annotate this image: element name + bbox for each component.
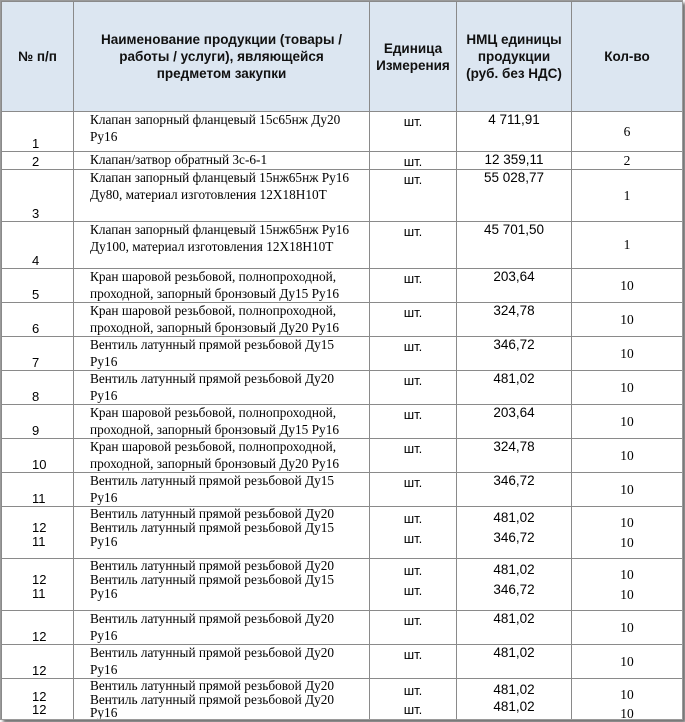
product-name-cell (74, 170, 370, 222)
header-qty: Кол-во (572, 2, 683, 112)
price-cell (457, 507, 572, 559)
table-row (2, 611, 683, 645)
product-name-cell (74, 269, 370, 303)
row-number-a: 12 (32, 572, 47, 587)
row-number-b: 11 (32, 586, 46, 601)
product-name-cell (74, 439, 370, 473)
qty-b: 10 (620, 586, 634, 602)
table-row (2, 269, 683, 303)
row-number: 2 (2, 152, 74, 170)
qty-a: 10 (620, 686, 634, 702)
product-name-line1: Клапан/затвор обратный 3с-6-1 (90, 152, 268, 167)
product-name-line2: Ру16 (90, 387, 118, 403)
product-name-line1b: Вентиль латунный прямой резьбовой Ду20 (90, 692, 335, 707)
product-name-line2: проходной, запорный бронзовый Ду15 Ру16 (90, 421, 339, 437)
unit-cell: шт. (370, 611, 457, 645)
price-cell (457, 559, 572, 611)
price-cell: 203,64 (457, 269, 572, 303)
row-number: 1 (2, 112, 74, 152)
header-row (2, 2, 683, 112)
unit-cell: шт. (370, 170, 457, 222)
quantity-cell: 1 (572, 222, 683, 269)
product-name-line1: Кран шаровой резьбовой, полнопроходной, (90, 269, 337, 284)
quantity-cell: 1 (572, 170, 683, 222)
table-row (2, 303, 683, 337)
product-name-line1: Вентиль латунный прямой резьбовой Ду20 (90, 371, 335, 386)
product-name-line1: Вентиль латунный прямой резьбовой Ду15 (90, 337, 335, 352)
quantity-cell: 10 (572, 645, 683, 679)
product-name-line1b: Вентиль латунный прямой резьбовой Ду15 (90, 572, 335, 587)
row-number (2, 559, 74, 611)
price-cell: 55 028,77 (457, 170, 572, 222)
price-b: 481,02 (493, 699, 535, 714)
qty-a: 10 (620, 566, 634, 582)
row-number (2, 507, 74, 559)
unit-cell: шт. (370, 473, 457, 507)
product-name-cell (74, 152, 370, 170)
product-name-line2: Ру16 (90, 353, 118, 369)
row-number: 12 (2, 611, 74, 645)
quantity-cell: 10 (572, 337, 683, 371)
row-number: 8 (2, 371, 74, 405)
quantity-cell: 6 (572, 112, 683, 152)
product-name-line1: Вентиль латунный прямой резьбовой Ду15 (90, 473, 335, 488)
price-cell: 346,72 (457, 473, 572, 507)
product-name-line1b: Вентиль латунный прямой резьбовой Ду15 (90, 520, 335, 535)
unit-cell (370, 559, 457, 611)
table-row (2, 112, 683, 152)
row-number: 6 (2, 303, 74, 337)
unit-b: шт. (403, 583, 423, 598)
product-name-line1: Клапан запорный фланцевый 15нж65нж Ру16 (90, 222, 350, 237)
quantity-cell: 10 (572, 405, 683, 439)
qty-b: 10 (620, 705, 634, 720)
product-name-cell (74, 371, 370, 405)
unit-cell: шт. (370, 439, 457, 473)
table-row (2, 222, 683, 269)
product-name-line1: Вентиль латунный прямой резьбовой Ду20 (90, 611, 335, 626)
row-number (2, 679, 74, 721)
quantity-cell: 10 (572, 303, 683, 337)
header-unit: Единица Измерения (370, 2, 457, 112)
qty-a: 10 (620, 514, 634, 530)
product-name-cell (74, 611, 370, 645)
product-name-line2: Ру16 (90, 534, 118, 549)
price-a: 481,02 (493, 682, 535, 697)
quantity-cell: 2 (572, 152, 683, 170)
quantity-cell (572, 679, 683, 721)
product-name-line1: Кран шаровой резьбовой, полнопроходной, (90, 303, 337, 318)
product-name-cell (74, 112, 370, 152)
price-b: 346,72 (493, 530, 535, 545)
product-name-line2: Ру16 (90, 661, 118, 677)
product-name-line1: Клапан запорный фланцевый 15нж65нж Ру16 (90, 170, 350, 185)
unit-cell: шт. (370, 337, 457, 371)
quantity-cell (572, 559, 683, 611)
unit-cell: шт. (370, 222, 457, 269)
product-name-cell (74, 559, 370, 611)
table-row-overlap (2, 507, 683, 559)
unit-cell: шт. (370, 303, 457, 337)
table-row-overlap (2, 559, 683, 611)
table-row-overlap (2, 679, 683, 721)
quantity-cell: 10 (572, 269, 683, 303)
price-cell: 203,64 (457, 405, 572, 439)
product-name-line1: Кран шаровой резьбовой, полнопроходной, (90, 405, 337, 420)
price-b: 346,72 (493, 582, 535, 597)
header-price: НМЦ единицы продукции (руб. без НДС) (457, 2, 572, 112)
header-name: Наименование продукции (товары / работы / услуги), являющейся предметом закупки (74, 2, 370, 112)
product-name-line2: Ру16 (90, 128, 118, 144)
procurement-table (1, 1, 683, 720)
row-number: 10 (2, 439, 74, 473)
row-number: 7 (2, 337, 74, 371)
unit-a: шт. (403, 683, 423, 698)
product-name-line2: Ру16 (90, 627, 118, 643)
product-name-cell (74, 473, 370, 507)
unit-b: шт. (403, 702, 423, 717)
table-row (2, 337, 683, 371)
price-cell: 12 359,11 (457, 152, 572, 170)
price-cell: 324,78 (457, 303, 572, 337)
product-name-cell (74, 337, 370, 371)
row-number: 12 (2, 645, 74, 679)
price-cell: 481,02 (457, 645, 572, 679)
unit-cell: шт. (370, 645, 457, 679)
quantity-cell (572, 507, 683, 559)
product-name-line1: Кран шаровой резьбовой, полнопроходной, (90, 439, 337, 454)
row-number: 11 (2, 473, 74, 507)
product-name-line1: Вентиль латунный прямой резьбовой Ду20 (90, 678, 335, 693)
table-row (2, 371, 683, 405)
unit-cell: шт. (370, 405, 457, 439)
unit-cell: шт. (370, 152, 457, 170)
product-name-line1: Вентиль латунный прямой резьбовой Ду20 (90, 506, 335, 521)
product-name-cell (74, 507, 370, 559)
unit-cell (370, 679, 457, 721)
row-number: 3 (2, 170, 74, 222)
product-name-cell (74, 303, 370, 337)
price-cell: 481,02 (457, 611, 572, 645)
row-number-b: 12 (32, 702, 47, 717)
unit-cell: шт. (370, 371, 457, 405)
product-name-line2: Ру16 (90, 489, 118, 505)
price-cell: 481,02 (457, 371, 572, 405)
header-num: № п/п (2, 2, 74, 112)
product-name-cell (74, 645, 370, 679)
row-number-b: 11 (32, 534, 46, 549)
unit-a: шт. (403, 511, 423, 526)
price-a: 481,02 (493, 510, 535, 525)
row-number-a: 12 (32, 689, 47, 704)
table-row (2, 439, 683, 473)
product-name-cell (74, 222, 370, 269)
table-row (2, 405, 683, 439)
quantity-cell: 10 (572, 473, 683, 507)
product-name-line2: Ду100, материал изготовления 12Х18Н10Т (90, 238, 334, 254)
product-name-line1: Вентиль латунный прямой резьбовой Ду20 (90, 558, 335, 573)
unit-cell: шт. (370, 112, 457, 152)
unit-a: шт. (403, 563, 423, 578)
unit-cell (370, 507, 457, 559)
unit-cell: шт. (370, 269, 457, 303)
table-row (2, 645, 683, 679)
price-a: 481,02 (493, 562, 535, 577)
table-row (2, 152, 683, 170)
row-number: 5 (2, 269, 74, 303)
product-name-line2: проходной, запорный бронзовый Ду15 Ру16 (90, 285, 339, 301)
product-name-line1: Вентиль латунный прямой резьбовой Ду20 (90, 645, 335, 660)
product-name-line2: Ру16 (90, 586, 118, 601)
product-name-line2: Ру16 (90, 705, 118, 720)
row-number: 4 (2, 222, 74, 269)
quantity-cell: 10 (572, 371, 683, 405)
price-cell: 324,78 (457, 439, 572, 473)
table-row (2, 170, 683, 222)
quantity-cell: 10 (572, 439, 683, 473)
qty-b: 10 (620, 534, 634, 550)
unit-b: шт. (403, 531, 423, 546)
product-name-line2: Ду80, материал изготовления 12Х18Н10Т (90, 186, 327, 202)
product-name-line2: проходной, запорный бронзовый Ду20 Ру16 (90, 319, 339, 335)
product-name-cell (74, 405, 370, 439)
price-cell: 45 701,50 (457, 222, 572, 269)
row-number-a: 12 (32, 520, 47, 535)
price-cell: 346,72 (457, 337, 572, 371)
product-name-cell (74, 679, 370, 721)
price-cell: 4 711,91 (457, 112, 572, 152)
table-row (2, 473, 683, 507)
product-name-line2: проходной, запорный бронзовый Ду20 Ру16 (90, 455, 339, 471)
product-name-line1: Клапан запорный фланцевый 15с65нж Ду20 (90, 112, 341, 127)
price-cell (457, 679, 572, 721)
quantity-cell: 10 (572, 611, 683, 645)
row-number: 9 (2, 405, 74, 439)
